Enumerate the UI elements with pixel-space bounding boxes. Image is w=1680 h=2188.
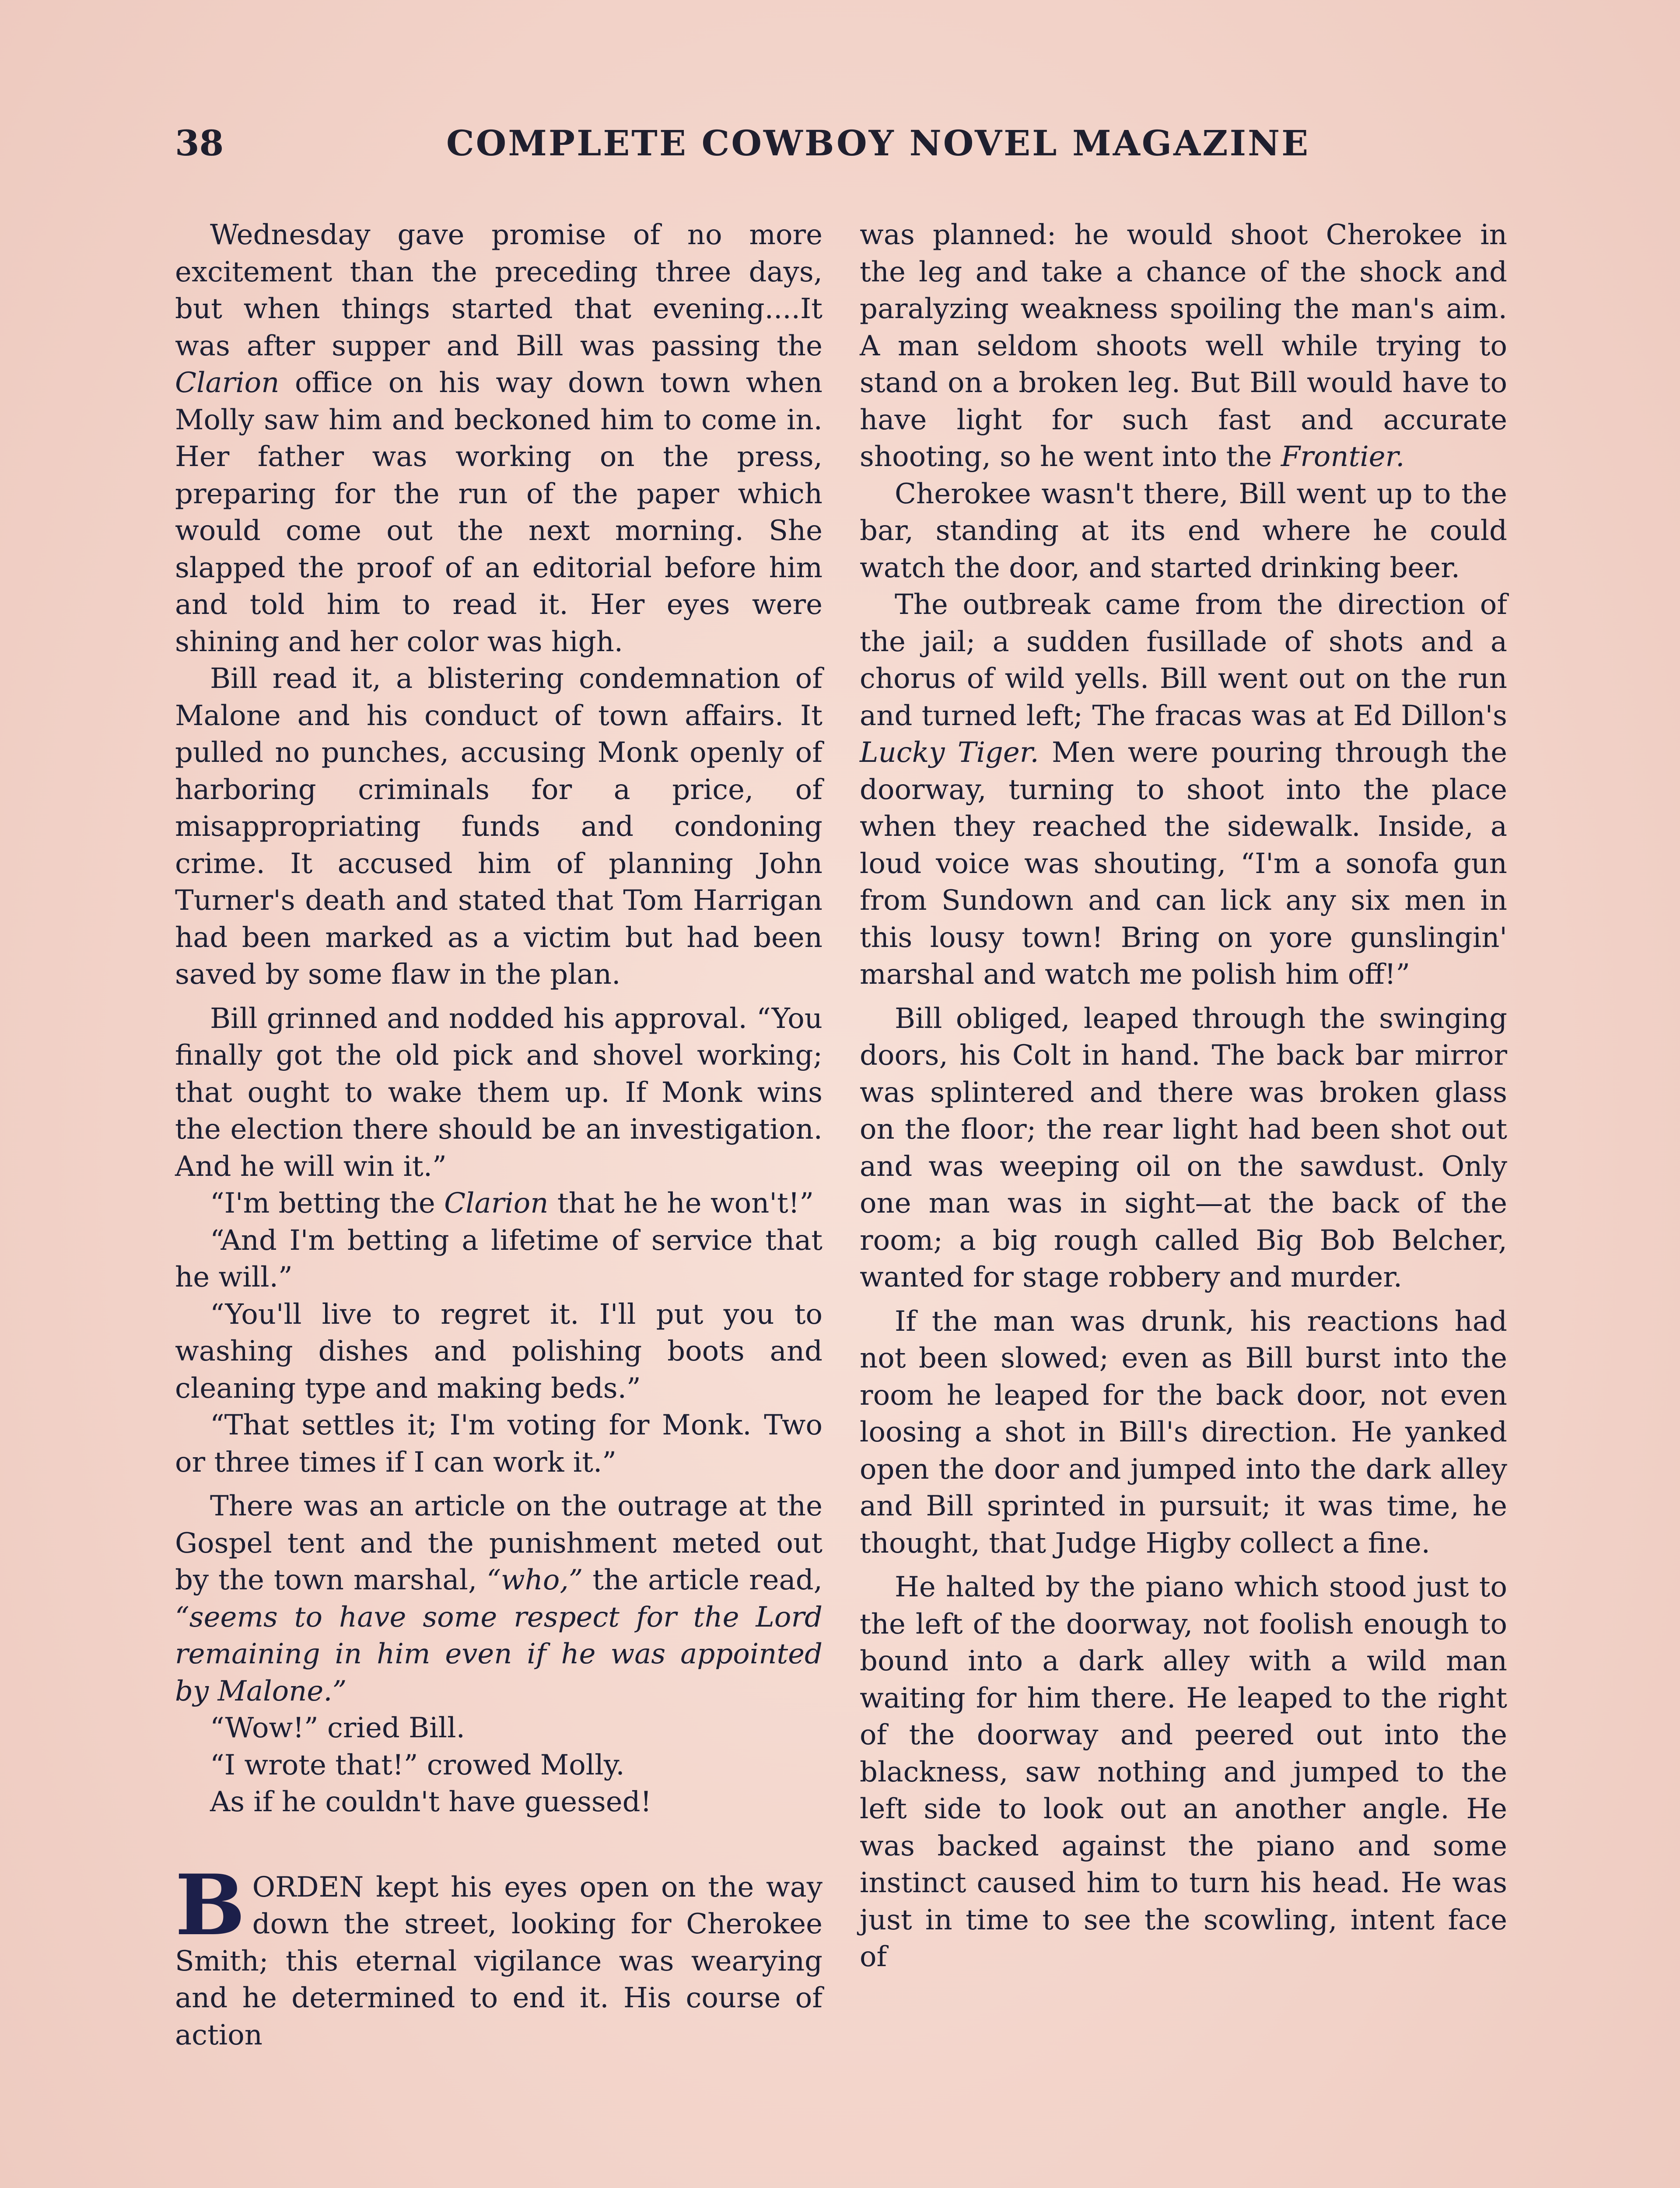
paragraph: “And I'm betting a lifetime of service that he will.” — [175, 1224, 822, 1294]
drop-cap: B — [175, 1856, 245, 1954]
paragraph: “That settles it; I'm voting for Monk. Two or three times if I can work it.” — [175, 1409, 822, 1479]
paragraph: Bill grinned and nodded his approval. “You finally got the old pick and shovel working; that ought to wake them up. If Monk wins the election there should be an investigation. And he will win it.” — [175, 1002, 822, 1183]
paragraph: “I wrote that!” crowed Molly. — [210, 1749, 625, 1781]
paragraph: Wednesday gave promise of no more excitement than the preceding three days, but when things started that evening....It was after supper and Bill was passing the Clarion office on his way down town when Molly saw him and beckoned him to come in. Her father was working on the press, preparing for the run of the paper which would come out the next morning. She slapped the proof of an editorial before him and told him to read it. Her eyes were shining and her color was high. — [175, 219, 822, 658]
left-column — [175, 217, 822, 2054]
paragraph: If the man was drunk, his reactions had not been slowed; even as Bill burst into the room he leaped for the back door, not even loosing a shot in Bill's direction. He yanked open the door and jumped into the dark alley and Bill sprinted in pursuit; it was time, he thought, that Judge Higby collect a fine. — [860, 1305, 1507, 1560]
page-number: 38 — [175, 123, 224, 164]
paragraph: Bill read it, a blistering condemnation of Malone and his conduct of town affairs. It pulled no punches, accusing Monk openly of harboring criminals for a price, of misappropriating funds and condoning crime. It accused him of planning John Turner's death and stated that Tom Harrigan had been marked as a victim but had been saved by some flaw in the plan. — [175, 663, 822, 991]
running-head-title: COMPLETE COWBOY NOVEL MAGAZINE — [446, 123, 1310, 164]
section-paragraph: BORDEN kept his eyes open on the way down the street, looking for Cherokee Smith; this eternal vigilance was wearying and he determined to end it. His course of action — [175, 1856, 822, 2051]
paragraph: Cherokee wasn't there, Bill went up to the bar, standing at its end where he could watch the door, and started drinking beer. — [860, 477, 1507, 584]
paragraph: There was an article on the outrage at the Gospel tent and the punishment meted out by the town marshal, “who,” the article read, “seems to have some respect for the Lord remaining in him even if he was appointed by Malone.” — [175, 1490, 823, 1708]
right-column — [860, 217, 1507, 1976]
paragraph: was planned: he would shoot Cherokee in the leg and take a chance of the shock and paralyzing weakness spoiling the man's aim. A man seldom shoots well while trying to stand on a broken leg. But Bill would have to have light for such fast and accurate shooting, so he went into the Frontier. — [860, 219, 1507, 473]
paragraph: As if he couldn't have guessed! — [210, 1786, 652, 1818]
paragraph: He halted by the piano which stood just to the left of the doorway, not foolish enough to bound into a dark alley with a wild man waiting for him there. He leaped to the right of the doorway and peered out into the blackness, saw nothing and jumped to the left side to look out an another angle. He was backed against the piano and some instinct caused him to turn his head. He was just in time to see the scowling, intent face of — [860, 1571, 1507, 1973]
paragraph: “You'll live to regret it. I'll put you to washing dishes and polishing boots and cleaning type and making beds.” — [175, 1298, 822, 1405]
paragraph: Bill obliged, leaped through the swinging doors, his Colt in hand. The back bar mirror was splintered and there was broken glass on the floor; the rear light had been shot out and was weeping oil on the sawdust. Only one man was in sight—at the back of the room; a big rough called Big Bob Belcher, wanted for stage robbery and murder. — [860, 1002, 1507, 1294]
paragraph: “Wow!” cried Bill. — [210, 1712, 465, 1744]
paragraph: “I'm betting the Clarion that he he won't!” — [210, 1187, 814, 1220]
paragraph: The outbreak came from the direction of the jail; a sudden fusillade of shots and a chorus of wild yells. Bill went out on the run and turned left; The fracas was at Ed Dillon's Lucky Tiger. Men were pouring through the doorway, turning to shoot into the place when they reached the sidewalk. Inside, a loud voice was shouting, “I'm a sonofa gun from Sundown and can lick any six men in this lousy town! Bring on yore gunslingin' marshal and watch me polish him off!” — [860, 589, 1507, 991]
page-header — [175, 123, 1514, 175]
